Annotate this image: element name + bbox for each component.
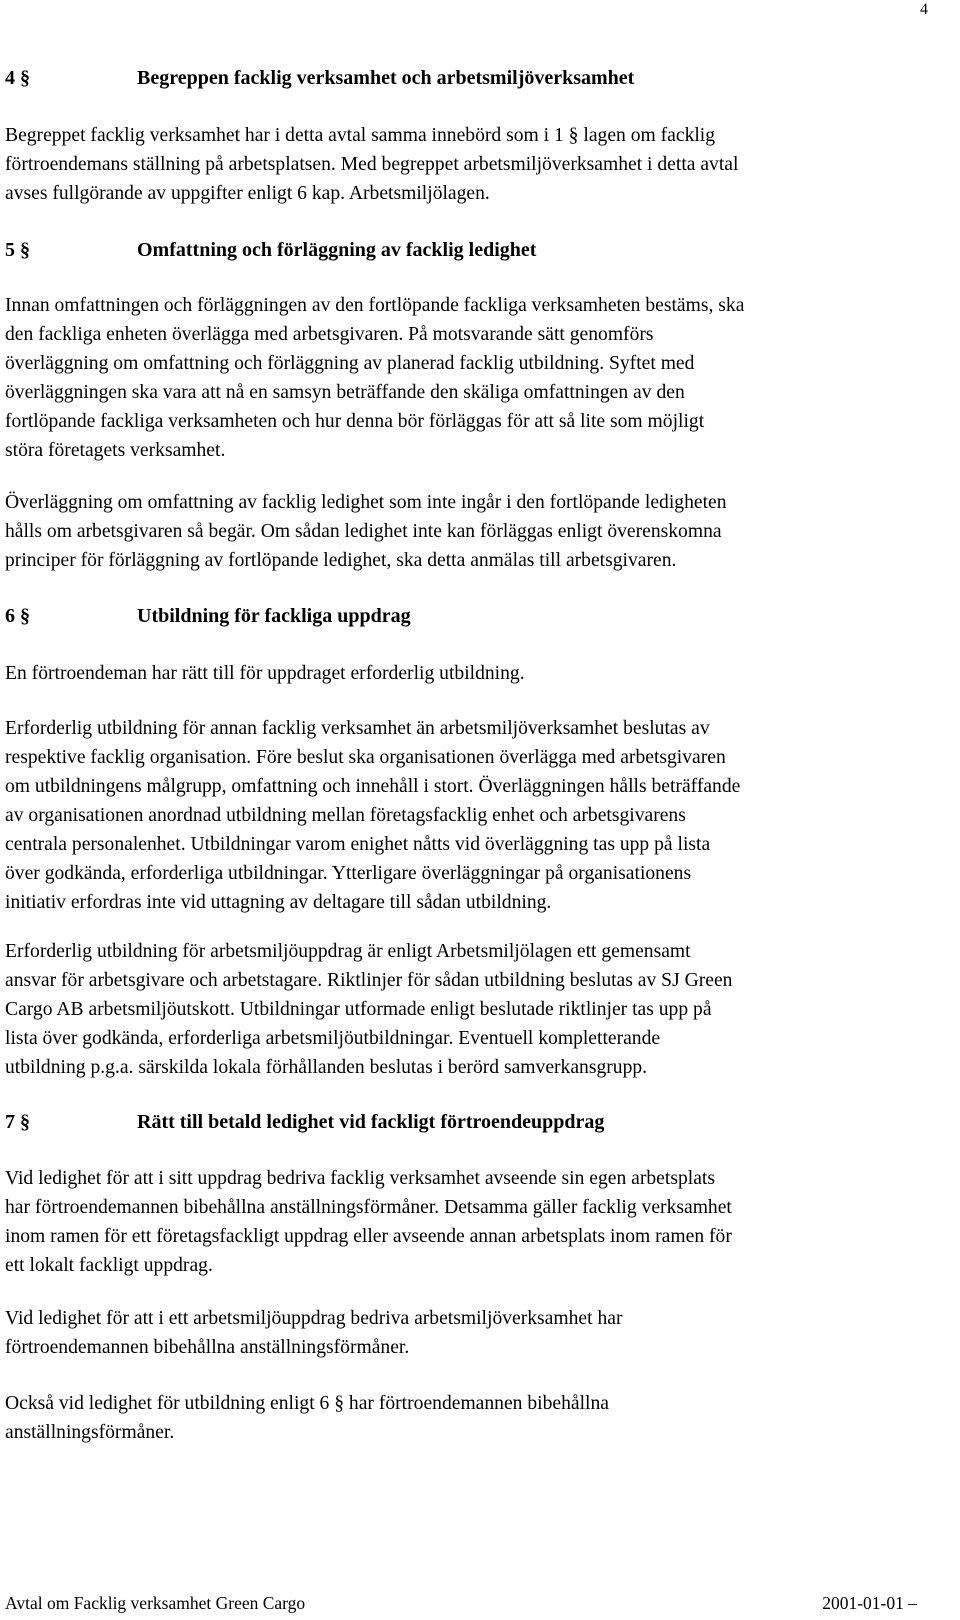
section-title: Omfattning och förläggning av facklig ledighet [137, 239, 537, 261]
footer-document-title: Avtal om Facklig verksamhet Green Cargo [5, 1593, 306, 1613]
section-4-paragraph-1: Begreppet facklig verksamhet har i detta avtal samma innebörd som i 1 § lagen om facklig förtroendemans ställning på arbetsplatsen. Med begreppet arbetsmiljöverksamhet i detta avtal avses fullgörande av uppgifter enligt 6 kap. Arbetsmiljölagen. [5, 125, 739, 204]
section-title: Utbildning för fackliga uppdrag [137, 605, 411, 627]
section-5-heading [5, 236, 925, 264]
page-number: 4 [920, 1, 928, 18]
section-6-heading [5, 602, 925, 630]
section-6-paragraph-3: Erforderlig utbildning för arbetsmiljöuppdrag är enligt Arbetsmiljölagen ett gemensamt ansvar för arbetsgivare och arbetstagare. Riktlinjer för sådan utbildning beslutas av SJ Green Cargo AB arbetsmiljöutskott. Utbildningar utformade enligt beslutade riktlinjer tas upp på lista över godkända, erforderliga arbetsmiljöutbildningar. Eventuell kompletterande utbildning p.g.a. särskilda lokala förhållanden beslutas i berörd samverkansgrupp. [5, 941, 733, 1078]
section-7-heading [5, 1108, 925, 1136]
section-number: 6 § [5, 605, 30, 627]
section-7-paragraph-1: Vid ledighet för att i sitt uppdrag bedriva facklig verksamhet avseende sin egen arbetsplats har förtroendemannen bibehållna anställningsförmåner. Detsamma gäller facklig verksamhet inom ramen för ett företagsfackligt uppdrag eller avseende annan arbetsplats inom ramen för ett lokalt fackligt uppdrag. [5, 1168, 732, 1276]
section-4-heading [5, 64, 925, 92]
section-5-paragraph-1: Innan omfattningen och förläggningen av den fortlöpande fackliga verksamheten bestäms, ska den fackliga enheten överlägga med arbetsgivaren. På motsvarande sätt genomförs överläggning om omfattning och förläggning av planerad facklig utbildning. Syftet med överläggningen ska vara att nå en samsyn beträffande den skäliga omfattningen av den fortlöpande fackliga verksamheten och hur denna bör förläggas för att så lite som möjligt störa företagets verksamhet. [5, 295, 745, 461]
section-number: 4 § [5, 67, 30, 89]
section-5-paragraph-2: Överläggning om omfattning av facklig ledighet som inte ingår i den fortlöpande ledigheten hålls om arbetsgivaren så begär. Om sådan ledighet inte kan förläggas enligt överenskomna principer för förläggning av fortlöpande ledighet, ska detta anmälas till arbetsgivaren. [5, 492, 727, 571]
section-title: Rätt till betald ledighet vid fackligt förtroendeuppdrag [137, 1111, 605, 1133]
section-6-paragraph-2: Erforderlig utbildning för annan facklig verksamhet än arbetsmiljöverksamhet beslutas av respektive facklig organisation. Före beslut ska organisationen överlägga med arbetsgivaren om utbildningens målgrupp, omfattning och innehåll i stort. Överläggningen hålls beträffande av organisationen anordnad utbildning mellan företagsfacklig enhet och arbetsgivarens centrala personalenhet. Utbildningar varom enighet nåtts vid överläggning tas upp på lista över godkända, erforderliga utbildningar. Ytterligare överläggningar på organisationens initiativ erfordras inte vid uttagning av deltagare till sådan utbildning. [5, 718, 741, 913]
section-7-paragraph-3: Också vid ledighet för utbildning enligt 6 § har förtroendemannen bibehållna anställningsförmåner. [5, 1393, 609, 1443]
section-number: 5 § [5, 239, 30, 261]
section-6-paragraph-1: En förtroendeman har rätt till för uppdraget erforderlig utbildning. [5, 663, 525, 684]
footer-date: 2001-01-01 – [822, 1593, 917, 1613]
section-number: 7 § [5, 1111, 30, 1133]
section-title: Begreppen facklig verksamhet och arbetsmiljöverksamhet [137, 67, 635, 89]
section-7-paragraph-2: Vid ledighet för att i ett arbetsmiljöuppdrag bedriva arbetsmiljöverksamhet har förtroendemannen bibehållna anställningsförmåner. [5, 1308, 623, 1358]
